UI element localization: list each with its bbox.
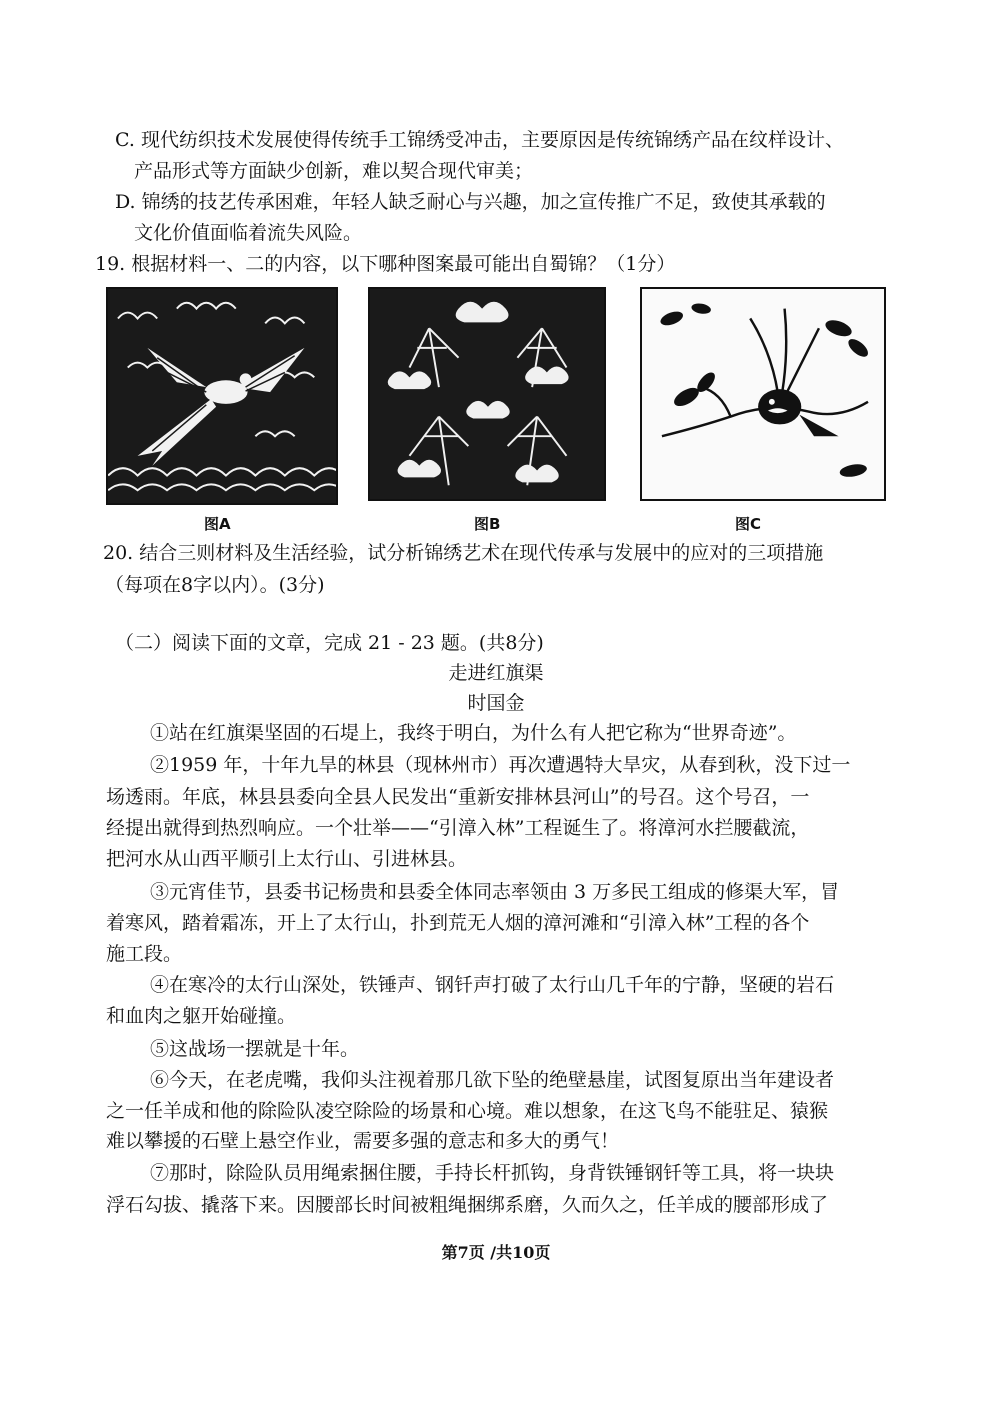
paragraph-6-line1: ⑥今天，在老虎嘴，我仰头注视着那几欲下坠的绝壁悬崖，试图复原出当年建设者 — [150, 1069, 835, 1091]
figure-c-caption: 图C — [735, 515, 762, 533]
question-19: 19. 根据材料一、二的内容，以下哪种图案最可能出自蜀锦？（1分） — [95, 253, 676, 275]
paragraph-1: ①站在红旗渠坚固的石堤上，我终于明白，为什么有人把它称为“世界奇迹”。 — [150, 722, 797, 744]
option-c-line1: C. 现代纺织技术发展使得传统手工锦绣受冲击，主要原因是传统锦绣产品在纹样设计、 — [115, 129, 844, 151]
paragraph-3-line3: 施工段。 — [106, 943, 183, 965]
article-title: 走进红旗渠 — [448, 662, 544, 684]
option-d-line2: 文化价值面临着流失风险。 — [134, 222, 363, 244]
paragraph-5: ⑤这战场一摆就是十年。 — [150, 1038, 360, 1060]
paragraph-2-line1: ②1959 年，十年九旱的林县（现林州市）再次遭遇特大旱灾，从春到秋，没下过一 — [150, 754, 851, 776]
option-c-line2: 产品形式等方面缺少创新，难以契合现代审美； — [134, 160, 534, 182]
question-20-line2: （每项在8字以内）。(3分) — [105, 574, 325, 596]
page-footer: 第7页 /共10页 — [441, 1243, 551, 1262]
phoenix-cloud-pattern-a — [108, 289, 336, 503]
paragraph-7-line1: ⑦那时，除险队员用绳索捆住腰，手持长杆抓钩，身背铁锤钢钎等工具，将一块块 — [150, 1162, 835, 1184]
article-author: 时国金 — [467, 692, 525, 714]
paragraph-3-line1: ③元宵佳节，县委书记杨贵和县委全体同志率领由 3 万多民工组成的修渠大军，冒 — [150, 881, 840, 903]
paragraph-7-line2: 浮石勾拔、撬落下来。因腰部长时间被粗绳捆绑系磨，久而久之，任羊成的腰部形成了 — [106, 1194, 829, 1216]
figure-a-image — [106, 287, 338, 505]
option-d-line1: D. 锦绣的技艺传承困难，年轻人缺乏耐心与兴趣，加之宣传推广不足，致使其承载的 — [115, 191, 826, 213]
paragraph-6-line3: 难以攀援的石壁上悬空作业，需要多强的意志和多大的勇气！ — [106, 1130, 620, 1152]
question-20-line1: 20. 结合三则材料及生活经验，试分析锦绣艺术在现代传承与发展中的应对的三项措施 — [103, 542, 824, 564]
paragraph-6-line2: 之一任羊成和他的除险队凌空除险的场景和心境。难以想象，在这飞鸟不能驻足、猿猴 — [106, 1100, 829, 1122]
paragraph-4-line2: 和血肉之躯开始碰撞。 — [106, 1005, 297, 1027]
paragraph-3-line2: 着寒风，踏着霜冻，开上了太行山，扑到荒无人烟的漳河滩和“引漳入林”工程的各个 — [106, 912, 810, 934]
paragraph-2-line4: 把河水从山西平顺引上太行山、引进林县。 — [106, 848, 468, 870]
crane-cloud-pattern-b — [370, 289, 604, 499]
figure-b-image — [368, 287, 606, 501]
phoenix-branch-pattern-c — [642, 289, 884, 499]
paragraph-4-line1: ④在寒冷的太行山深处，铁锤声、钢钎声打破了太行山几千年的宁静，坚硬的岩石 — [150, 974, 835, 996]
paragraph-2-line2: 场透雨。年底，林县县委向全县人民发出“重新安排林县河山”的号召。这个号召，一 — [106, 786, 810, 808]
figure-a-caption: 图A — [204, 515, 231, 533]
section-2-heading: （二）阅读下面的文章，完成 21 - 23 题。(共8分) — [115, 632, 544, 654]
figure-b-caption: 图B — [474, 515, 501, 533]
figure-c-image — [640, 287, 886, 501]
paragraph-2-line3: 经提出就得到热烈响应。一个壮举——“引漳入林”工程诞生了。将漳河水拦腰截流， — [106, 817, 810, 839]
